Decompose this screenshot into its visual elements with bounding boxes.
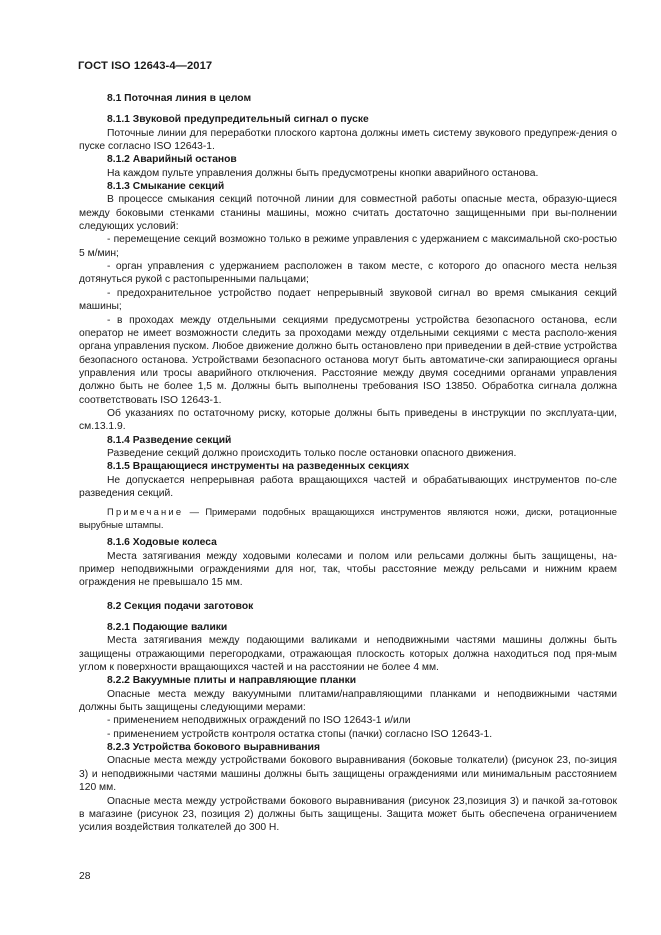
subsection-heading: 8.1.6 Ходовые колеса <box>107 537 217 549</box>
subsection-heading: 8.2.2 Вакуумные плиты и направляющие планки <box>107 675 357 687</box>
subsection-heading: 8.1.5 Вращающиеся инструменты на разведенных секциях <box>107 461 410 473</box>
subsection-heading: 8.1.2 Аварийный останов <box>107 154 237 166</box>
section-heading: 8.1 Поточная линия в целом <box>107 93 252 104</box>
page-number: 28 <box>79 871 91 882</box>
note-text: — Примерами подобных вращающихся инструментов являются ножи, диски, ротационные вырубные штампы. <box>79 506 617 531</box>
document-body <box>79 92 617 835</box>
body-paragraph: - предохранительное устройство подает непрерывный звуковой сигнал во время смыкания секций машины; <box>79 287 617 313</box>
body-paragraph: Места затягивания между ходовыми колесами и полом или рельсами должны быть защищены, на-пример неподвижными ограждениями для ног, так, чтобы расстояние между рельсами и нижним краем ограждения не превышало 15 мм. <box>79 550 617 589</box>
body-paragraph: - применением устройств контроля остатка стопы (пачки) согласно ISO 12643-1. <box>107 728 493 740</box>
body-paragraph: - применением неподвижных ограждений по ISO 12643-1 и/или <box>107 715 411 727</box>
body-paragraph: Опасные места между вакуумными плитами/направляющими планками и неподвижными частями должны быть защищены следующими мерами: <box>79 688 617 714</box>
spacer <box>79 105 617 113</box>
note-paragraph <box>79 505 617 531</box>
body-paragraph: Не допускается непрерывная работа вращающихся частей и обрабатывающих инструментов по-сле разведения секций. <box>79 474 617 499</box>
page-header: ГОСТ ISO 12643-4—2017 <box>78 60 213 72</box>
body-paragraph: Поточные линии для переработки плоского картона должны иметь систему звукового предупреж-дения о пуске согласно ISO 12643-1. <box>79 127 617 153</box>
body-paragraph: Опасные места между устройствами бокового выравнивания (боковые толкатели) (рисунок 23, по-зиция 3) и неподвижными частями машины должны быть защищены ограждениями или минимальным расстоянием 120 мм. <box>79 755 617 794</box>
note-label: Примечание <box>107 506 184 518</box>
spacer <box>79 613 617 621</box>
subsection-heading: 8.1.1 Звуковой предупредительный сигнал о пуске <box>107 114 369 126</box>
body-paragraph: На каждом пульте управления должны быть предусмотрены кнопки аварийного останова. <box>107 167 539 179</box>
section-heading: 8.2 Секция подачи заготовок <box>107 600 254 612</box>
body-paragraph: Об указаниях по остаточному риску, которые должны быть приведены в инструкции по эксплуата-ции, см.13.1.9. <box>79 407 617 433</box>
body-paragraph: - перемещение секций возможно только в режиме управления с удержанием с максимальной ско-ростью 5 м/мин; <box>79 234 617 259</box>
body-paragraph: Места затягивания между подающими валиками и неподвижными частями машины должны быть защищены отражающими перегородками, отражающая плоскость которых должна находиться под пря-мым углом к поверхности вращающихся частей и на расстоянии не более 4 мм. <box>79 635 617 674</box>
spacer <box>79 590 617 600</box>
body-paragraph: - в проходах между отдельными секциями предусмотрены устройства безопасного останова, если оператор не имеет возможности следить за проходами между отдельными секциями с места располо-жения органа управления пуском. Любое движение должно быть остановлено при приведении в дей-ствие устройства безопасного останова. Устройствами безопасного останова могут быть автоматиче-ски запирающиеся органы управления или тросы аварийного отключения. Расстояние между двумя соседними органами управления должно быть не более 1,5 м. Должны быть выполнены требования ISO 13850. Обработка сигнала должна соответствовать ISO 12643-1. <box>79 314 617 406</box>
subsection-heading: 8.1.4 Разведение секций <box>107 434 232 446</box>
body-paragraph: Опасные места между устройствами бокового выравнивания (рисунок 23,позиция 3) и пачкой за-готовок в магазине (рисунок 23, позиция 2) должны быть защищены. Защита может быть обеспечена ограничением усилия воздействия толкателей до 300 Н. <box>79 795 617 834</box>
body-paragraph: В процессе смыкания секций поточной линии для совместной работы опасные места, образую-щиеся между боковыми стенками станины машины, можно считать достаточно защищенными при вы-полнении следующих условий: <box>79 194 617 233</box>
body-paragraph: - орган управления с удержанием расположен в таком месте, с которого до опасного места нельзя дотянуться рукой с растопыренными пальцами; <box>79 261 617 286</box>
body-paragraph: Разведение секций должно происходить только после остановки опасного движения. <box>107 447 517 459</box>
subsection-heading: 8.2.1 Подающие валики <box>107 622 228 634</box>
subsection-heading: 8.2.3 Устройства бокового выравнивания <box>107 742 320 754</box>
subsection-heading: 8.1.3 Смыкание секций <box>107 181 225 193</box>
